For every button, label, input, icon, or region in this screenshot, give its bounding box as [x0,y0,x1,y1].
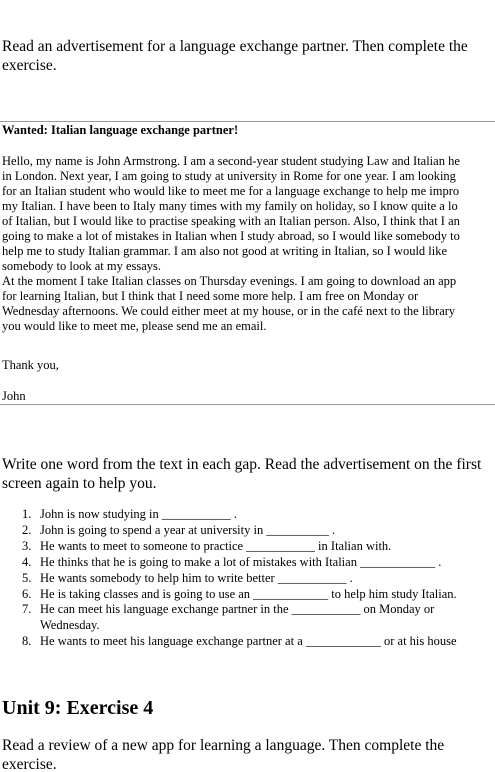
exercise-item-text: He wants somebody to help him to write better ___________ . [40,570,353,585]
exercise-item-text: John is now studying in ___________ . [40,507,237,521]
exercise-item-number: 4. [22,554,32,569]
exercise-item-number: 2. [22,522,32,537]
exercise-instruction-line1: Write one word from the text in each gap. Read the advertisement on the first [2,456,482,473]
exercise-item-number: 8. [22,634,32,649]
advert-line: for learning Italian, but I think that I need some more help. I am free on Monday or [2,289,419,303]
advert-line: Hello, my name is John Armstrong. I am a second-year student studying Law and Italian he [2,154,460,168]
exercise-item-number: 1. [22,507,32,521]
advert-line: At the moment I take Italian classes on Thursday evenings. I am going to download an app [2,274,457,288]
exercise-item [22,507,495,523]
exercise-instruction [2,455,492,493]
advert-line: somebody to look at my essays. [2,259,162,273]
advert-body [2,154,495,334]
exercise-item-text: He is taking classes and is going to use an ____________ to help him study Italian. [40,586,457,601]
exercise-item-text: John is going to spend a year at university in __________ . [40,522,336,537]
review-instruction [2,736,492,772]
exercise-item-text: He can meet his language exchange partner in the ___________ on Monday or [40,602,435,617]
exercise-item-text: He thinks that he is going to make a lot of mistakes with Italian ____________ . [40,554,442,569]
advert-instruction [2,37,492,75]
advert-line: for an Italian student who would like to meet me for a language exchange to help me impro [2,184,460,198]
exercise-item [22,602,495,634]
exercise-item [22,571,495,587]
advert-instruction-line1: Read an advertisement for a language exchange partner. Then complete the [2,38,468,55]
review-instruction-line1: Read a review of a new app for learning a language. Then complete the [2,737,445,754]
exercise-item [22,523,495,539]
exercise-item-number: 6. [22,586,32,601]
advert-line: going to make a lot of mistakes in Italian when I study abroad, so I would like somebody to [2,229,460,243]
exercise-item-text: He wants to meet to someone to practice ___________ in Italian with. [40,538,392,553]
advert-signature: John [2,389,26,403]
advert-top-divider [0,121,495,122]
unit-heading: Unit 9: Exercise 4 [2,697,154,719]
advert-line: of Italian, but I would like to practise speaking with an Italian person. Also, I think that I an [2,214,460,228]
advert-line: my Italian. I have been to Italy many times with my family on holiday, so I know quite a lo [2,199,458,213]
exercise-item-text: He wants to meet his language exchange partner at a ____________ or at his house [40,634,457,649]
advert-closing: Thank you, [2,358,59,372]
advert-line: you would like to meet me, please send me an email. [2,319,267,333]
advert-line: Wednesday afternoons. We could either meet at my house, or in the café next to the library [2,304,456,318]
exercise-item [22,587,495,603]
advert-title: Wanted: Italian language exchange partner! [2,123,239,137]
exercise-item-number: 7. [22,602,32,617]
review-instruction-line2: exercise. [2,756,57,772]
exercise-item-number: 5. [22,570,32,585]
exercise-list [22,507,495,650]
exercise-item [22,555,495,571]
advert-instruction-line2: exercise. [2,57,57,74]
advert-line: in London. Next year, I am going to study at university in Rome for one year. I am looking [2,169,456,183]
exercise-instruction-line2: screen again to help you. [2,475,157,492]
advert-bottom-divider [0,404,495,405]
exercise-item-number: 3. [22,538,32,553]
exercise-item [22,634,495,650]
exercise-item-text-continued: Wednesday. [40,618,100,633]
advert-line: help me to study Italian grammar. I am also not good at writing in Italian, so I would like [2,244,448,258]
exercise-item [22,539,495,555]
exercise-item-text-wrapper [40,602,434,634]
